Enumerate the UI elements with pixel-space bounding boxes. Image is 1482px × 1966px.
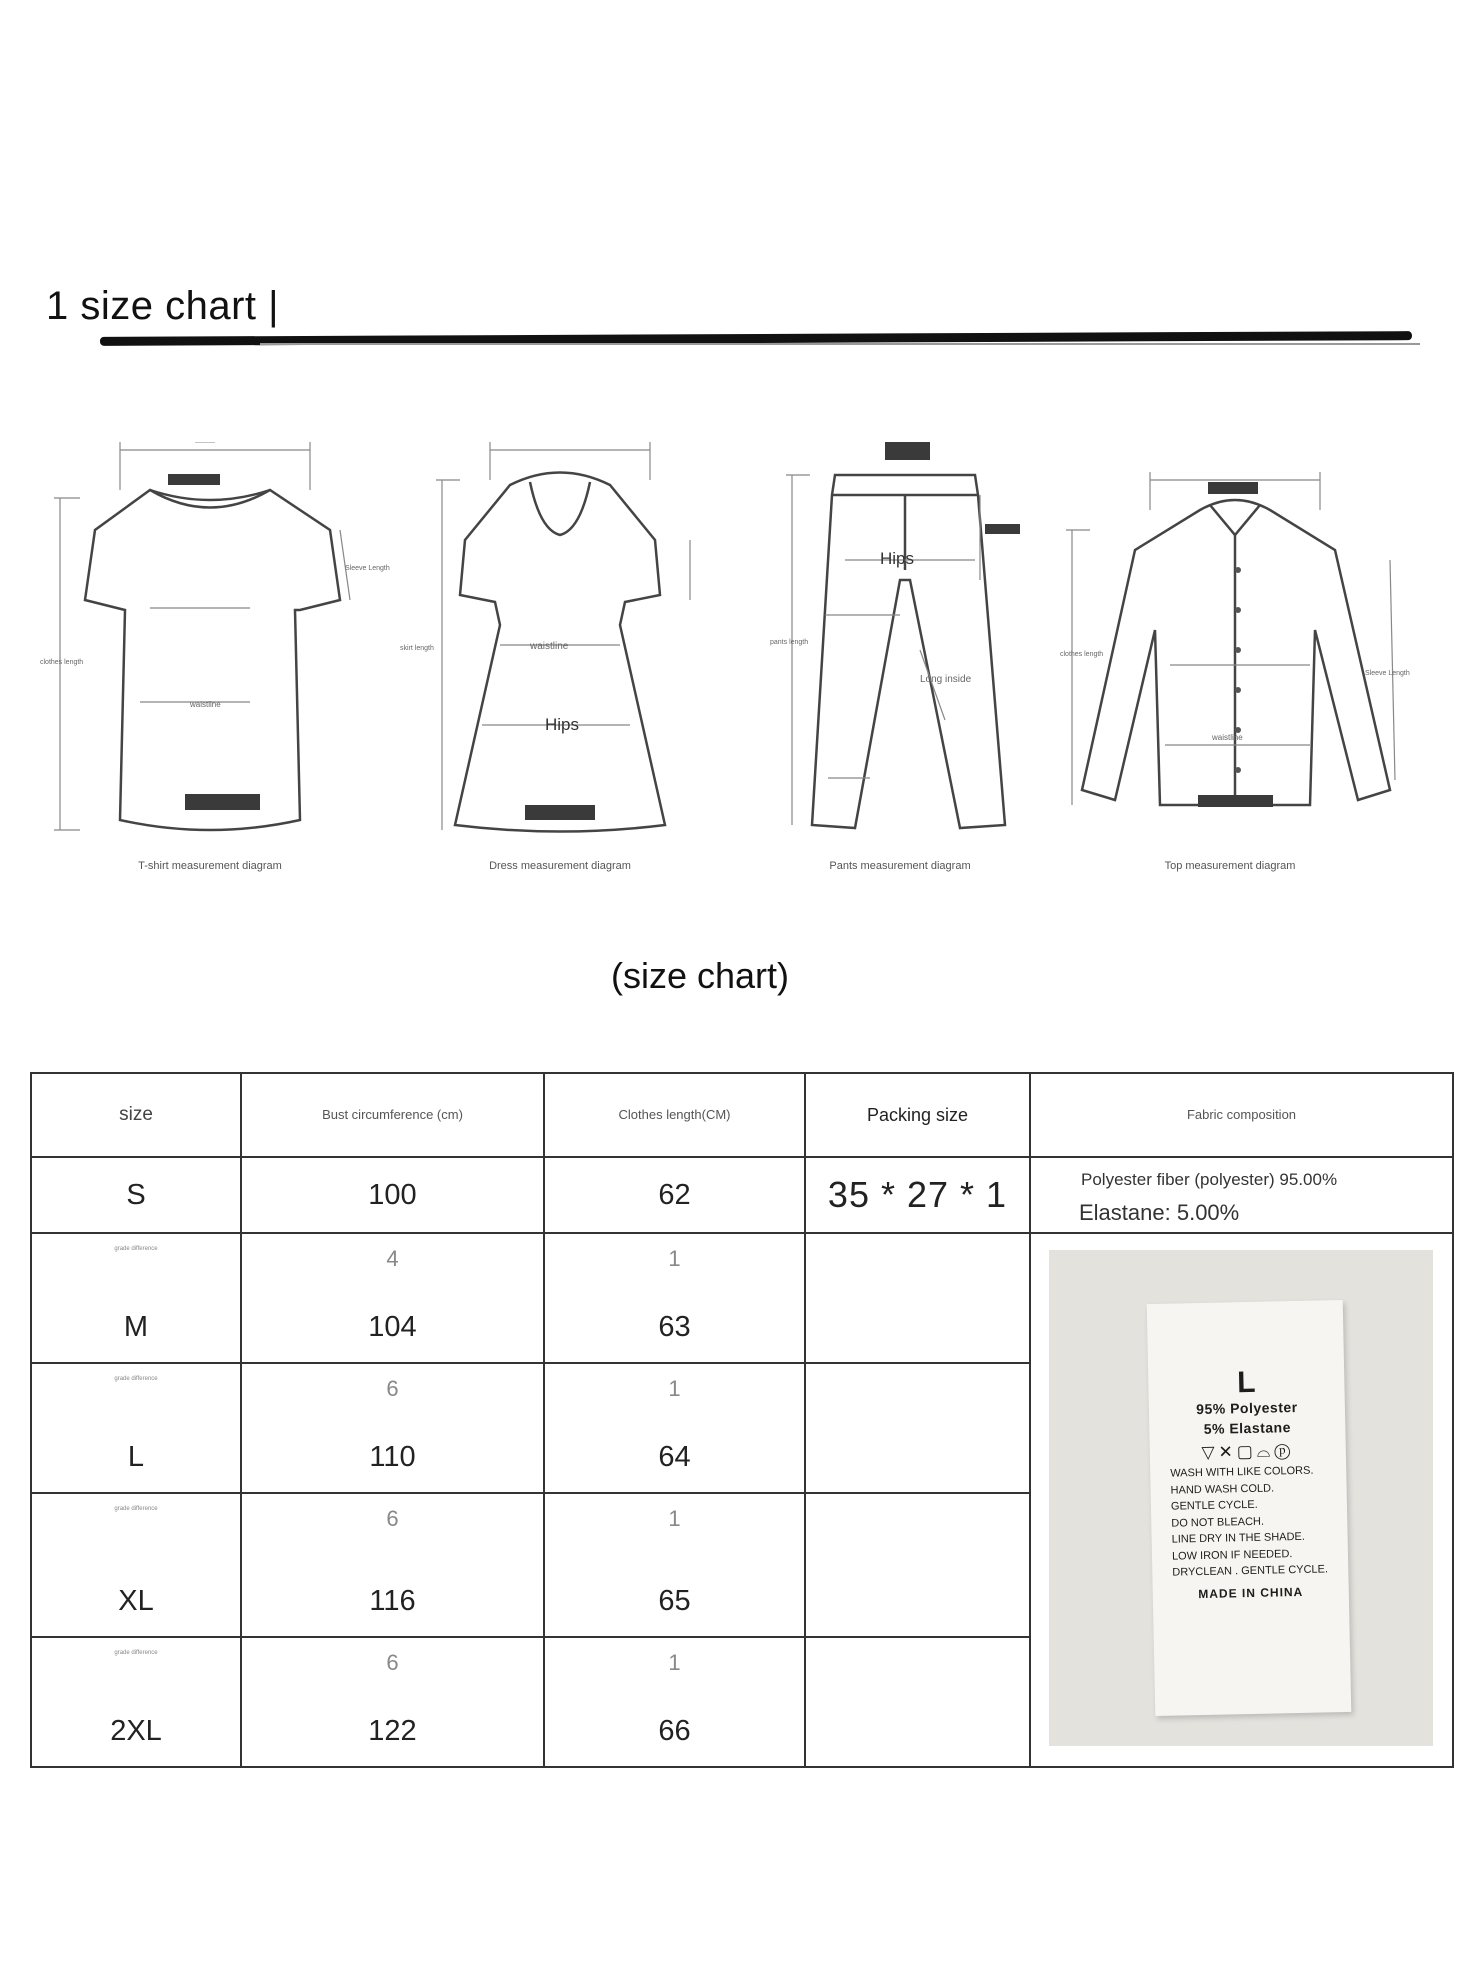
header-fabric: Fabric composition	[1186, 1107, 1297, 1122]
dress-diagram	[390, 420, 730, 900]
size-cell: S	[126, 1178, 146, 1211]
care-label-line-2: 5% Elastane	[1203, 1419, 1292, 1437]
diagram-caption: Dress measurement diagram	[489, 860, 631, 872]
header-bust: Bust circumference (cm)	[322, 1107, 463, 1122]
size-cell: XL	[118, 1585, 154, 1617]
packing-cell: 35 * 27 * 1	[827, 1174, 1008, 1215]
fabric-line-2: Elastane: 5.00%	[1079, 1200, 1240, 1225]
length-diff: 1	[668, 1650, 681, 1675]
page-heading: 1 size chart |	[46, 284, 280, 328]
dress-drawing	[390, 420, 730, 880]
length-cell: 64	[658, 1441, 691, 1473]
grade-label: grade difference	[114, 1506, 158, 1512]
care-label	[1147, 1300, 1352, 1716]
length-diff: 1	[668, 1506, 681, 1531]
care-instruction: LINE DRY IN THE SHADE.	[1171, 1530, 1306, 1546]
svg-text:————: ————	[195, 440, 215, 446]
top-diagram	[1060, 420, 1410, 900]
bust-diff: 6	[386, 1506, 399, 1531]
waist-label: waistline	[1212, 733, 1243, 742]
grade-label: grade difference	[114, 1650, 158, 1656]
side-label: clothes length	[40, 659, 84, 666]
waist-label: waistline	[190, 700, 221, 709]
length-diff: 1	[668, 1376, 681, 1401]
diagram-caption: Top measurement diagram	[1164, 860, 1296, 872]
pants-drawing	[730, 420, 1070, 880]
care-instruction: DO NOT BLEACH.	[1171, 1515, 1265, 1530]
care-label-origin: MADE IN CHINA	[1198, 1584, 1304, 1601]
header-packing: Packing size	[866, 1104, 969, 1125]
grade-label: grade difference	[114, 1246, 158, 1252]
front-tag	[985, 524, 1020, 534]
side-label: clothes length	[1060, 651, 1104, 658]
top-drawing	[1060, 420, 1420, 880]
collar-tag	[168, 474, 220, 485]
care-instruction: WASH WITH LIKE COLORS.	[1170, 1464, 1314, 1480]
size-chart-title: (size chart)	[610, 955, 790, 996]
collar-tag	[1208, 482, 1258, 494]
bust-diff: 4	[386, 1246, 399, 1271]
pants-diagram	[730, 420, 1070, 900]
length-cell: 65	[658, 1585, 691, 1617]
bust-diff: 6	[386, 1650, 399, 1675]
table-row	[31, 1157, 1453, 1233]
length-cell: 62	[658, 1178, 691, 1211]
care-label-photo	[1049, 1250, 1433, 1746]
size-table	[30, 1072, 1454, 1768]
table-row	[31, 1233, 1453, 1363]
sleeve-label: Sleeve Length	[1365, 670, 1410, 677]
hem-tag	[1198, 795, 1273, 807]
bust-cell: 116	[369, 1585, 416, 1617]
side-label: skirt length	[400, 645, 434, 652]
sleeve-label: Sleeve Length	[345, 565, 390, 572]
hem-tag	[525, 805, 595, 820]
bust-cell: 100	[368, 1178, 417, 1211]
waist-tag	[885, 442, 930, 460]
fabric-line-1: Polyester fiber (polyester) 95.00%	[1081, 1170, 1338, 1189]
diagram-caption: T-shirt measurement diagram	[138, 860, 282, 872]
waist-label: waistline	[530, 641, 569, 652]
diagram-caption: Pants measurement diagram	[829, 860, 971, 872]
hips-label: Hips	[880, 549, 915, 568]
care-label-line-1: 95% Polyester	[1196, 1398, 1298, 1418]
size-cell: L	[127, 1441, 145, 1473]
length-diff: 1	[668, 1246, 681, 1271]
hips-label: Hips	[545, 715, 580, 734]
care-symbols-icon: ▽✕▢⌓ⓟ	[1201, 1441, 1295, 1462]
inside-label: Long inside	[920, 674, 972, 685]
tshirt-diagram	[40, 420, 390, 900]
bust-cell: 122	[368, 1715, 417, 1747]
care-instruction: GENTLE CYCLE.	[1170, 1498, 1258, 1513]
header-length: Clothes length(CM)	[618, 1107, 731, 1122]
side-label: pants length	[770, 639, 809, 646]
bust-cell: 110	[369, 1441, 416, 1473]
size-cell: M	[123, 1311, 149, 1343]
heading-rule-shadow	[260, 343, 1420, 345]
bust-cell: 104	[368, 1311, 417, 1343]
hem-tag	[185, 794, 260, 810]
bust-diff: 6	[386, 1376, 399, 1401]
tshirt-drawing	[40, 420, 390, 880]
table-header-row	[31, 1073, 1453, 1157]
care-instruction: HAND WASH COLD.	[1170, 1481, 1275, 1497]
care-label-size: L	[1236, 1365, 1256, 1400]
length-cell: 66	[658, 1715, 691, 1747]
care-instruction: LOW IRON IF NEEDED.	[1171, 1547, 1293, 1563]
care-instruction: DRYCLEAN . GENTLE CYCLE.	[1172, 1563, 1329, 1579]
length-cell: 63	[658, 1311, 691, 1343]
grade-label: grade difference	[114, 1376, 158, 1382]
header-size: size	[119, 1104, 153, 1125]
size-cell: 2XL	[110, 1715, 162, 1747]
